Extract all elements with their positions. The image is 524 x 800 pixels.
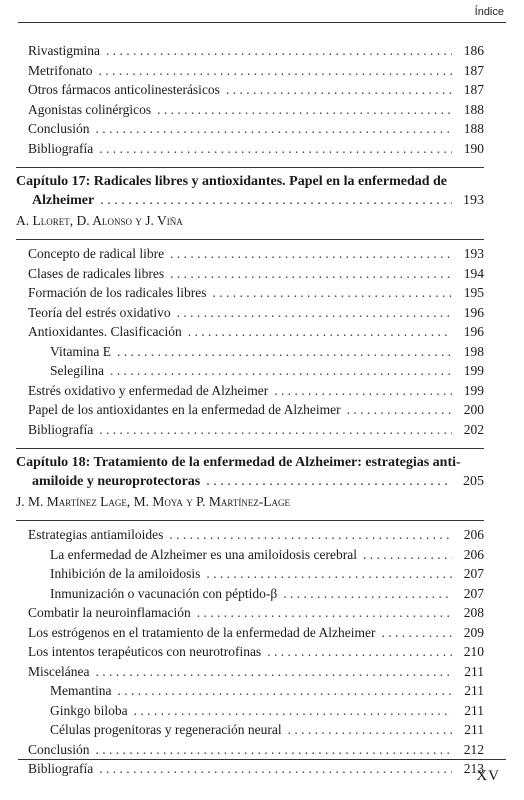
toc-entry[interactable]: [16, 642, 484, 662]
dot-leader: [169, 525, 452, 545]
toc-entry-page: 212: [463, 741, 484, 757]
chapter-17-entries: [16, 244, 484, 439]
toc-entry-title: Inhibición de la amiloidosis: [50, 566, 201, 581]
toc-entry-title: Miscelánea: [28, 663, 90, 679]
toc-entry-page: 194: [463, 265, 484, 281]
toc-entry[interactable]: [16, 720, 484, 740]
toc-entry-page: 199: [463, 382, 484, 398]
dot-leader: [197, 603, 452, 623]
toc-entry-title: Selegilina: [50, 363, 104, 378]
chapter-18-title-cont: amiloide y neuroprotectoras: [32, 474, 201, 489]
toc-entry[interactable]: [16, 525, 484, 545]
toc-entry-page: 186: [463, 43, 484, 58]
toc-entry[interactable]: [16, 322, 484, 342]
toc-entry-title: Conclusión: [28, 121, 90, 136]
dot-leader: [96, 119, 452, 139]
toc-entry-page: 187: [463, 62, 484, 78]
chapter-18-title-line1: Capítulo 18: Tratamiento de la enfermedad de Alzheimer: estrategias anti-: [16, 455, 461, 470]
toc-entry-title: Conclusión: [28, 741, 90, 757]
toc-entry-page: 193: [463, 246, 484, 261]
footer-rule: [18, 759, 506, 760]
toc-entry-page: 206: [463, 527, 484, 542]
chapter-18-page: 205: [463, 474, 484, 489]
toc-entry-page: 199: [463, 363, 484, 378]
chapter-17-page: 193: [463, 193, 484, 208]
toc-entry-page: 188: [463, 121, 484, 136]
dot-leader: [170, 244, 452, 264]
toc-entry-title: Bibliografía: [28, 140, 94, 156]
header-label: Índice: [474, 6, 504, 18]
toc-entry-page: 210: [463, 644, 484, 659]
toc-entry[interactable]: [16, 603, 484, 623]
chapter-17-title-cont: Alzheimer: [32, 193, 95, 208]
toc-entry-page: 195: [463, 285, 484, 300]
toc-entry-title: Los estrógenos en el tratamiento de la enfermedad de Alzheimer: [28, 624, 376, 640]
toc-entry-page: 206: [463, 546, 484, 562]
dot-leader: [177, 303, 452, 323]
dot-leader: [347, 400, 452, 420]
toc-entry[interactable]: [16, 361, 484, 381]
toc-entry[interactable]: [16, 420, 484, 440]
chapter-17-heading[interactable]: [16, 172, 484, 210]
divider: [16, 448, 484, 449]
toc-entry-page: 208: [463, 605, 484, 620]
toc-entry-title: Concepto de radical libre: [28, 246, 165, 261]
toc-entry-page: 187: [463, 82, 484, 97]
toc-entry-title: Metrifonato: [28, 62, 93, 78]
dot-leader: [99, 759, 452, 779]
toc-entry[interactable]: [16, 100, 484, 120]
toc-entry-title: La enfermedad de Alzheimer es una amiloidosis cerebral: [50, 546, 357, 562]
toc-entry-title: Inmunización o vacunación con péptido-β: [50, 585, 278, 601]
dot-leader: [170, 264, 452, 284]
toc-entry[interactable]: [16, 545, 484, 565]
toc-entry[interactable]: [16, 139, 484, 159]
toc-entry-title: Bibliografía: [28, 421, 94, 437]
chapter-17-title-line2: [16, 191, 484, 210]
toc-entry-title: Papel de los antioxidantes en la enfermedad de Alzheimer: [28, 402, 341, 417]
toc-entry-page: 209: [463, 624, 484, 640]
toc-entry-title: Otros fármacos anticolinesterásicos: [28, 82, 220, 97]
toc-entry[interactable]: [16, 759, 484, 779]
divider: [16, 520, 484, 521]
toc-entry[interactable]: [16, 283, 484, 303]
toc-entry-page: 196: [463, 324, 484, 339]
dot-leader: [212, 283, 452, 303]
toc-entry-title: Formación de los radicales libres: [28, 285, 207, 300]
toc-entry-page: 213: [463, 761, 484, 776]
dot-leader: [206, 472, 452, 491]
dot-leader: [157, 100, 452, 120]
chapter-17-authors: A. Lloret, D. Alonso y J. Viña: [16, 213, 183, 228]
chapter-18-heading[interactable]: [16, 453, 484, 491]
toc-entry[interactable]: [16, 662, 484, 682]
toc-entry-title: Células progenitoras y regeneración neural: [50, 722, 282, 737]
dot-leader: [99, 139, 452, 159]
toc-entry[interactable]: [16, 61, 484, 81]
toc-entry-page: 188: [463, 101, 484, 117]
dot-leader: [206, 564, 452, 584]
toc-entry-page: 190: [463, 140, 484, 156]
page-header: [18, 0, 506, 23]
toc-entry[interactable]: [16, 342, 484, 362]
toc-entry-page: 202: [463, 421, 484, 437]
toc-entry-page: 207: [463, 566, 484, 581]
page-number: XV: [476, 768, 500, 784]
toc-entry-title: Bibliografía: [28, 761, 94, 776]
toc-entry-page: 196: [463, 304, 484, 320]
dot-leader: [98, 61, 452, 81]
toc-entry-page: 198: [463, 343, 484, 359]
toc-entry-title: Los intentos terapéuticos con neurotrofinas: [28, 644, 262, 659]
toc-entry-page: 211: [464, 702, 484, 718]
toc-entry[interactable]: [16, 264, 484, 284]
toc-content: [16, 41, 484, 779]
chapter-18-title-line2: [16, 472, 484, 491]
toc-entry-page: 211: [464, 722, 484, 737]
toc-entry-title: Vitamina E: [50, 343, 112, 359]
chapter-17-title-line1: Capítulo 17: Radicales libres y antioxidantes. Papel en la enfermedad de: [16, 174, 448, 189]
dot-leader: [117, 681, 452, 701]
toc-entry[interactable]: [16, 623, 484, 643]
dot-leader: [274, 381, 452, 401]
toc-entry-title: Antioxidantes. Clasificación: [28, 324, 182, 339]
dot-leader: [283, 584, 452, 604]
toc-section-top: [16, 41, 484, 158]
toc-entry-title: Agonistas colinérgicos: [28, 101, 152, 117]
toc-entry-title: Rivastigmina: [28, 43, 100, 58]
divider: [16, 167, 484, 168]
toc-entry[interactable]: [16, 244, 484, 264]
dot-leader: [110, 361, 452, 381]
toc-entry[interactable]: [16, 41, 484, 61]
toc-entry[interactable]: [16, 681, 484, 701]
toc-entry-title: Estrategias antiamiloides: [28, 527, 164, 542]
toc-entry[interactable]: [16, 303, 484, 323]
dot-leader: [117, 342, 452, 362]
dot-leader: [267, 642, 452, 662]
toc-entry-title: Combatir la neuroinflamación: [28, 605, 191, 620]
toc-entry[interactable]: [16, 119, 484, 139]
dot-leader: [95, 662, 452, 682]
toc-entry-page: 207: [463, 585, 484, 601]
toc-entry-title: Ginkgo biloba: [50, 702, 128, 718]
dot-leader: [106, 41, 452, 61]
toc-entry[interactable]: [16, 400, 484, 420]
toc-entry-title: Teoría del estrés oxidativo: [28, 304, 171, 320]
toc-entry[interactable]: [16, 381, 484, 401]
toc-entry[interactable]: [16, 564, 484, 584]
dot-leader: [363, 545, 452, 565]
toc-entry[interactable]: [16, 80, 484, 100]
toc-entry[interactable]: [16, 701, 484, 721]
toc-entry[interactable]: [16, 740, 484, 760]
dot-leader: [226, 80, 452, 100]
dot-leader: [134, 701, 452, 721]
dot-leader: [100, 191, 452, 210]
toc-entry-title: Estrés oxidativo y enfermedad de Alzheimer: [28, 382, 269, 398]
dot-leader: [96, 740, 452, 760]
toc-entry-page: 211: [464, 683, 484, 698]
chapter-18-entries: [16, 525, 484, 779]
dot-leader: [288, 720, 452, 740]
toc-entry[interactable]: [16, 584, 484, 604]
dot-leader: [99, 420, 452, 440]
dot-leader: [188, 322, 452, 342]
toc-entry-title: Clases de radicales libres: [28, 265, 165, 281]
toc-entry-page: 200: [463, 402, 484, 417]
divider: [16, 239, 484, 240]
dot-leader: [382, 623, 453, 643]
toc-entry-title: Memantina: [50, 683, 112, 698]
chapter-18-authors: J. M. Martínez Lage, M. Moya y P. Martínez-Lage: [16, 494, 291, 509]
toc-entry-page: 211: [464, 663, 484, 679]
